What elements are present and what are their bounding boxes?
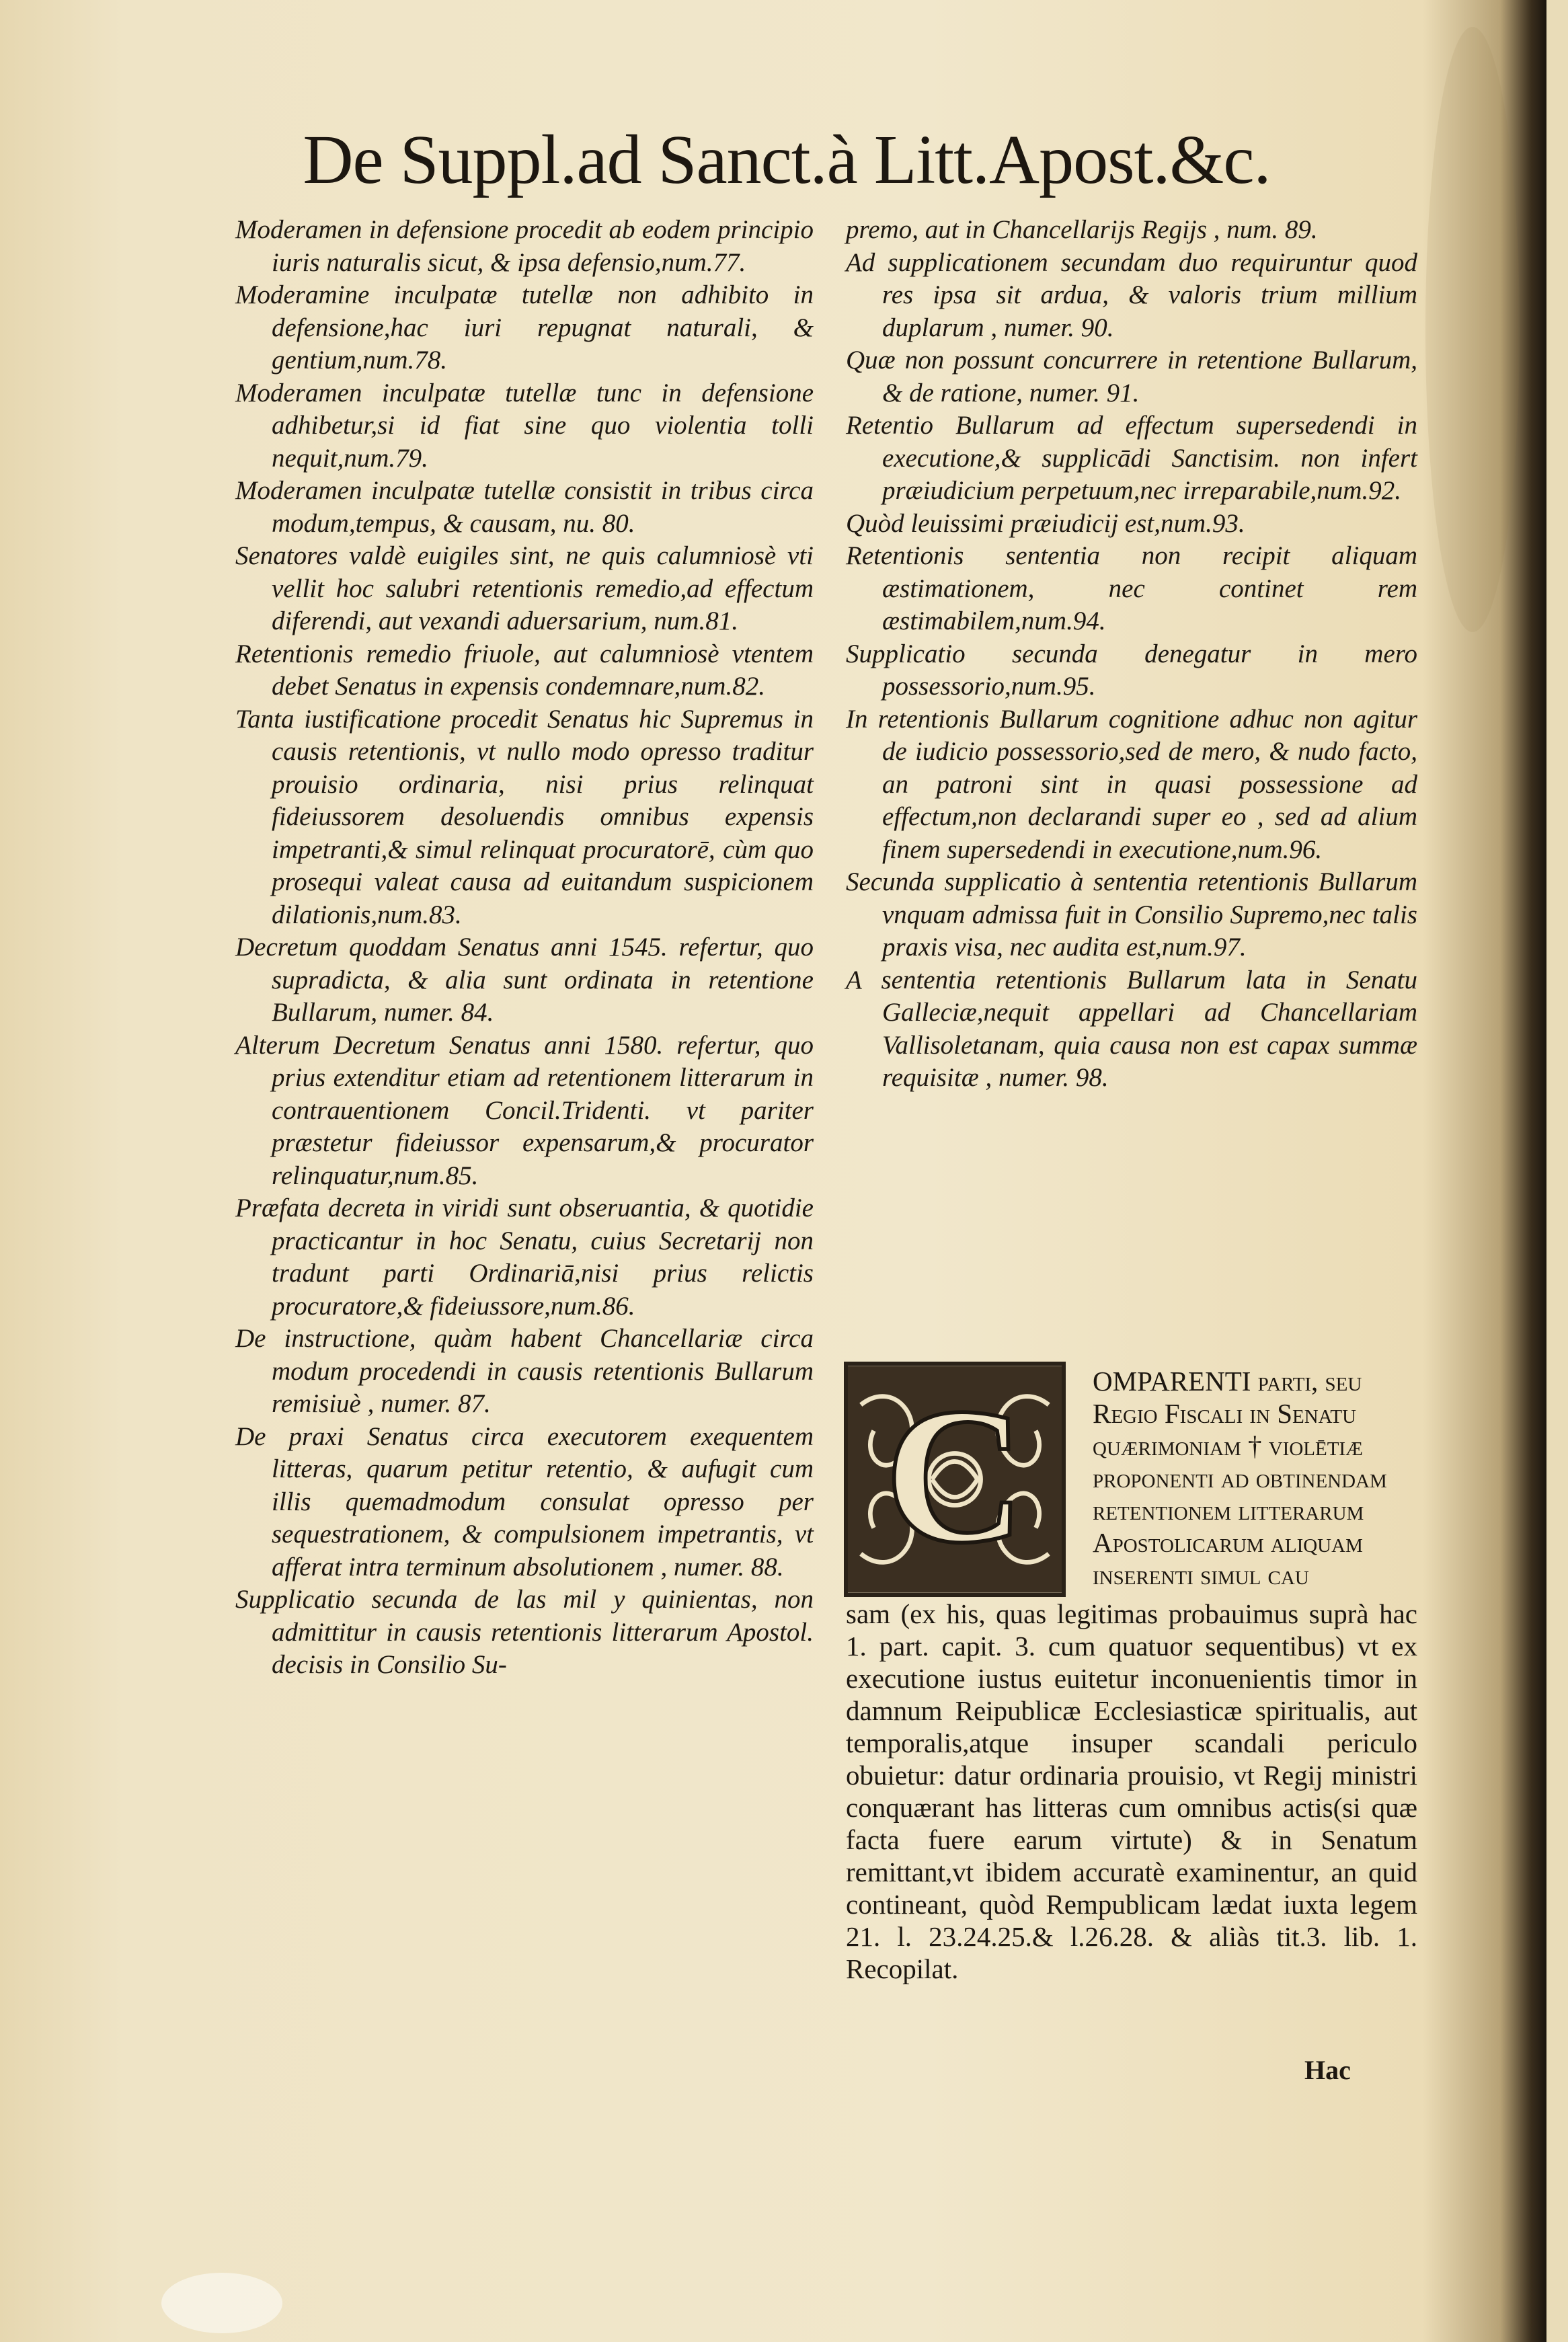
- page-title: De Suppl.ad Sanct.à Litt.Apost.&c.: [303, 121, 1271, 198]
- index-entry: Decretum quoddam Senatus anni 1545. refertur, quo supradicta, & alia sunt ordinata in retentione Bullarum, numer. 84.: [235, 933, 814, 1027]
- index-entry: Ad supplicationem secundam duo requiruntur quod res ipsa sit ardua, & valoris trium millium duplarum , numer. 90.: [846, 247, 1417, 342]
- body-text-first: [1093, 1365, 1422, 1591]
- index-entry: Secunda supplicatio à sententia retentionis Bullarum vnquam admissa fuit in Consilio Supremo,nec talis praxis visa, nec audita est,num.97.: [846, 867, 1417, 962]
- index-entry: Alterum Decretum Senatus anni 1580. refertur, quo prius extenditur etiam ad retentionem litterarum in contrauentionem Concil.Tridenti. vt pariter præstetur fideiussor expensarum,& procurator relinquatur,num.85.: [235, 1030, 814, 1190]
- catchword: Hac: [1304, 2055, 1351, 2085]
- ornament-icon: [848, 1366, 1062, 1593]
- index-entry: Supplicatio secunda de las mil y quinientas, non admittitur in causis retentionis litterarum Apostol. decisis in Consilio Su-: [235, 1585, 814, 1679]
- index-entry: Retentionis sententia non recipit aliquam æstimationem, nec continet rem æstimabilem,num.94.: [846, 541, 1417, 635]
- index-entry: Moderamen inculpatæ tutellæ tunc in defensione adhibetur,si id fiat sine quo violentia tolli nequit,num.79.: [235, 378, 814, 473]
- body-text-opening: OMPARENTI parti, seu Regio Fiscali in Senatu quærimoniam † violētiæ proponenti ad obtinendam retentionem litterarum Apostolicarum aliquam inserenti simul cau: [1093, 1366, 1387, 1590]
- index-entry: Retentionis remedio friuole, aut calumniosè vtentem debet Senatus in expensis condemnare,num.82.: [235, 639, 814, 701]
- svg-text:C: C: [884, 1367, 1025, 1584]
- index-entry: premo, aut in Chancellarijs Regijs , num. 89.: [846, 215, 1318, 244]
- index-entry: Quòd leuissimi præiudicij est,num.93.: [846, 508, 1245, 538]
- index-column-right: [846, 214, 1417, 1095]
- index-entry: Tanta iustificatione procedit Senatus hic Supremus in causis retentionis, vt nullo modo opresso traditur prouisio ordinaria, nisi prius relinquat fideiussorem desoluendis omnibus expensis impetranti,& simul relinquat procuratorē, cùm quo prosequi valeat causa ad euitandum suspicionem dilationis,num.83.: [235, 704, 814, 929]
- index-entry: Supplicatio secunda denegatur in mero possessorio,num.95.: [846, 639, 1417, 701]
- index-entry: Moderamine inculpatæ tutellæ non adhibito in defensione,hac iuri repugnat naturali, & gentium,num.78.: [235, 280, 814, 375]
- index-column-left: [235, 214, 814, 1682]
- index-entry: De praxi Senatus circa executorem exequentem litteras, quarum petitur retentio, & aufugit cum illis quemadmodum consulat opresso per sequestrationem, & compulsionem impetrantis, vt afferat intra terminum absolutionem , numer. 88.: [235, 1421, 814, 1582]
- index-entry: Quæ non possunt concurrere in retentione Bullarum, & de ratione, numer. 91.: [846, 346, 1417, 407]
- index-entry: Senatores valdè euigiles sint, ne quis calumniosè vti vellit hoc salubri retentionis remedio,ad effectum diferendi, aut vexandi aduersarium, num.81.: [235, 541, 814, 635]
- index-entry: Moderamen in defensione procedit ab eodem principio iuris naturalis sicut, & ipsa defensio,num.77.: [235, 215, 814, 277]
- index-entry: Retentio Bullarum ad effectum supersedendi in executione,& supplicādi Sanctisim. non infert præiudicium perpetuum,nec irreparabile,num.92.: [846, 411, 1417, 505]
- body-text: sam (ex his, quas legitimas probauimus suprà hac 1. part. capit. 3. cum quatuor sequentibus) vt ex executione iustus euitetur inconuenientis timor in damnum Reipublicæ Ecclesiasticæ spiritualis, aut temporalis,atque insuper scandali periculo obuietur: datur ordinaria prouisio, vt Regij ministri conquærant has litteras cum omnibus actis(si quæ facta fuere earum virtute) & in Senatum remittant,vt ibidem accuratè examinentur, an quid contineant, quòd Rempublicam lædat iuxta legem 21. l. 23.24.25.& l.26.28. & aliàs tit.3. lib. 1. Recopilat.: [846, 1598, 1417, 1984]
- decorated-initial: [844, 1362, 1066, 1597]
- index-entry: Præfata decreta in viridi sunt obseruantia, & quotidie practicantur in hoc Senatu, cuius Secretarij non tradunt parti Ordinariā,nisi prius relictis procuratore,& fideiussore,num.86.: [235, 1194, 814, 1321]
- index-entry: In retentionis Bullarum cognitione adhuc non agitur de iudicio possessorio,sed de mero, & nudo facto, an patroni sint in quasi possessione ad effectum,non declarandi super eo , sed ad alium finem supersedendi in executione,num.96.: [846, 704, 1417, 864]
- index-entry: Moderamen inculpatæ tutellæ consistit in tribus circa modum,tempus, & causam, nu. 80.: [235, 476, 814, 538]
- index-entry: De instructione, quàm habent Chancellariæ circa modum procedendi in causis retentionis Bullarum remisiuè , numer. 87.: [235, 1324, 814, 1418]
- index-entry: A sententia retentionis Bullarum lata in Senatu Galleciæ,nequit appellari ad Chancellariam Vallisoletanam, quia causa non est capax summæ requisitæ , numer. 98.: [846, 965, 1417, 1092]
